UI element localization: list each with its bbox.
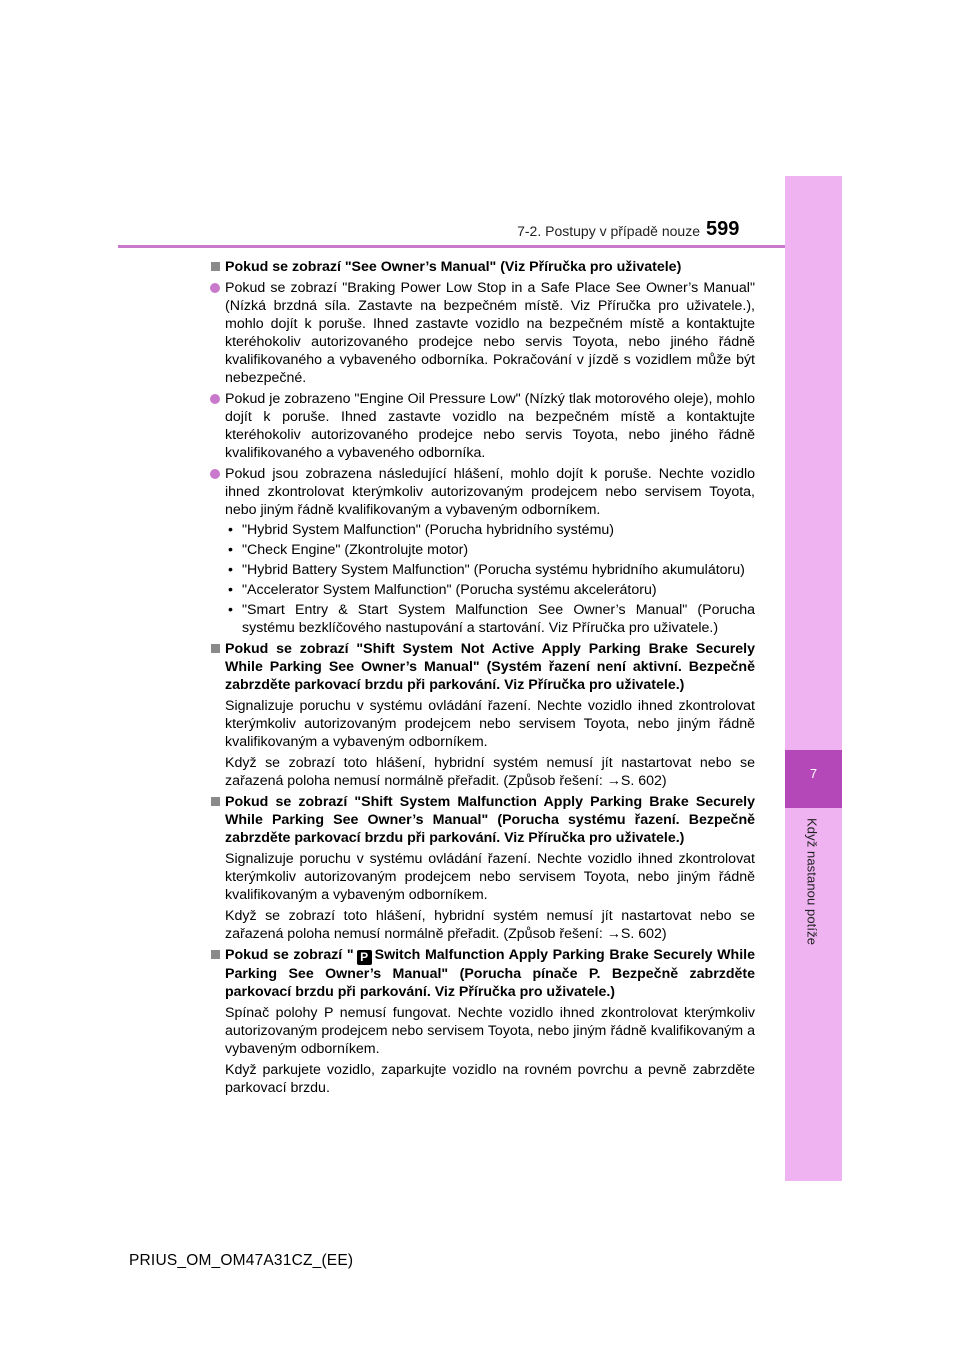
list-marker: • [228,602,233,618]
chapter-side-tab [785,176,842,1181]
section-title: 7-2. Postupy v případě nouze [517,223,700,239]
list-item: • "Hybrid Battery System Malfunction" (Porucha systému hybridního akumulátoru) [228,562,745,578]
list-item: • "Smart Entry & Start System Malfunction See Owner’s Manual" (Porucha systému bezklíčového nastupování a startování. Viz Příručka pro uživatele.) [228,602,755,636]
heading-square-icon [211,262,220,271]
list-marker: • [228,542,233,558]
heading-square-icon [211,950,220,959]
bullet-circle-icon [210,394,220,404]
heading-square-icon [211,797,220,806]
bullet-circle-icon [210,283,220,293]
heading-p-switch-malfunction: Pokud se zobrazí " P Switch Malfunction Apply Parking Brake Securely While Parking See Owner’s Manual" (Porucha pínače P. Bezpečně zabrzděte parkovací brzdu při parkování. Viz Příručka pro uživatele.) [210,946,755,1001]
bullet-circle-icon [210,469,220,479]
bullet-braking-power-low: Pokud se zobrazí "Braking Power Low Stop in a Safe Place See Owner’s Manual" (Nízká brzdná síla. Zastavte na bezpečném místě. Viz Příručka pro uživatele.), mohlo dojít k poruše. Ihned zastavte vozidlo na bezpečném místě a kontaktujte kteréhokoliv autorizovaného prodejce nebo servis Toyota, nebo jiného řádně kvalifikovaného a vybaveného odborníka. Pokračování v jízdě s vozidlem může být nebezpečné. [210,279,755,387]
list-item: • "Check Engine" (Zkontrolujte motor) [228,542,469,558]
bullet-following-messages: Pokud jsou zobrazena následující hlášení, mohlo dojít k poruše. Nechte vozidlo ihned zkontrolovat kterýmkoliv autorizovaným prodejcem nebo servisem Toyota, nebo jiným řádně kvalifikovaným a vybaveným odborníkem. [210,465,755,519]
heading-shift-system-malfunction: Pokud se zobrazí "Shift System Malfunction Apply Parking Brake Securely While Parking See Owner’s Manual" (Porucha systému řazení. Bezpečně zabrzděte parkovací brzdu při parkování. Viz Příručka pro uživatele.) [210,793,755,847]
paragraph: Když se zobrazí toto hlášení, hybridní systém nemusí jít nastartovat nebo se zařazená poloha nemusí normálně přeřadit. (Způsob řešení: →S. 602) [225,908,755,942]
list-item: • "Accelerator System Malfunction" (Porucha systému akcelerátoru) [228,582,657,598]
list-marker: • [228,562,233,578]
paragraph: Signalizuje poruchu v systému ovládání řazení. Nechte vozidlo ihned zkontrolovat kterýmkoliv autorizovaným prodejcem nebo servisem Toyota, nebo jiným řádně kvalifikovaným a vybaveným odborníkem. [225,851,755,903]
bullet-engine-oil-pressure: Pokud je zobrazeno "Engine Oil Pressure Low" (Nízký tlak motorového oleje), mohlo dojít k poruše. Ihned zastavte vozidlo na bezpečném místě a kontaktujte kteréhokoliv autorizovaného prodejce nebo servis Toyota, nebo jiného řádně kvalifikovaného a vybaveného odborníka. [210,390,755,462]
paragraph: Když parkujete vozidlo, zaparkujte vozidlo na rovném povrchu a pevně zabrzděte parkovací brzdu. [225,1062,755,1096]
list-marker: • [228,582,233,598]
header-divider [118,245,785,248]
parking-p-icon: P [357,950,372,965]
page-content [210,255,755,1097]
page-number: 599 [706,218,740,240]
heading-shift-system-not-active: Pokud se zobrazí "Shift System Not Active Apply Parking Brake Securely While Parking See Owner’s Manual" (Systém řazení není aktivní. Bezpečně zabrzděte parkovací brzdu při parkování. Viz Příručka pro uživatele.) [210,640,755,694]
chapter-title: Když nastanou potíže [804,818,820,946]
list-item: • "Hybrid System Malfunction" (Porucha hybridního systému) [228,522,614,538]
chapter-number: 7 [809,766,818,781]
paragraph: Spínač polohy P nemusí fungovat. Nechte vozidlo ihned zkontrolovat kterýmkoliv autorizovaným prodejcem nebo servisem Toyota, nebo jiným řádně kvalifikovaným a vybaveným odborníkem. [225,1005,755,1057]
document-code: PRIUS_OM_OM47A31CZ_(EE) [129,1252,354,1269]
heading-square-icon [211,644,220,653]
paragraph: Když se zobrazí toto hlášení, hybridní systém nemusí jít nastartovat nebo se zařazená poloha nemusí normálně přeřadit. (Způsob řešení: →S. 602) [225,755,755,789]
paragraph: Signalizuje poruchu v systému ovládání řazení. Nechte vozidlo ihned zkontrolovat kterýmkoliv autorizovaným prodejcem nebo servisem Toyota, nebo jiným řádně kvalifikovaným a vybaveným odborníkem. [225,698,755,750]
heading-see-owners-manual: Pokud se zobrazí "See Owner’s Manual" (Viz Příručka pro uživatele) [210,258,755,276]
list-marker: • [228,522,233,538]
